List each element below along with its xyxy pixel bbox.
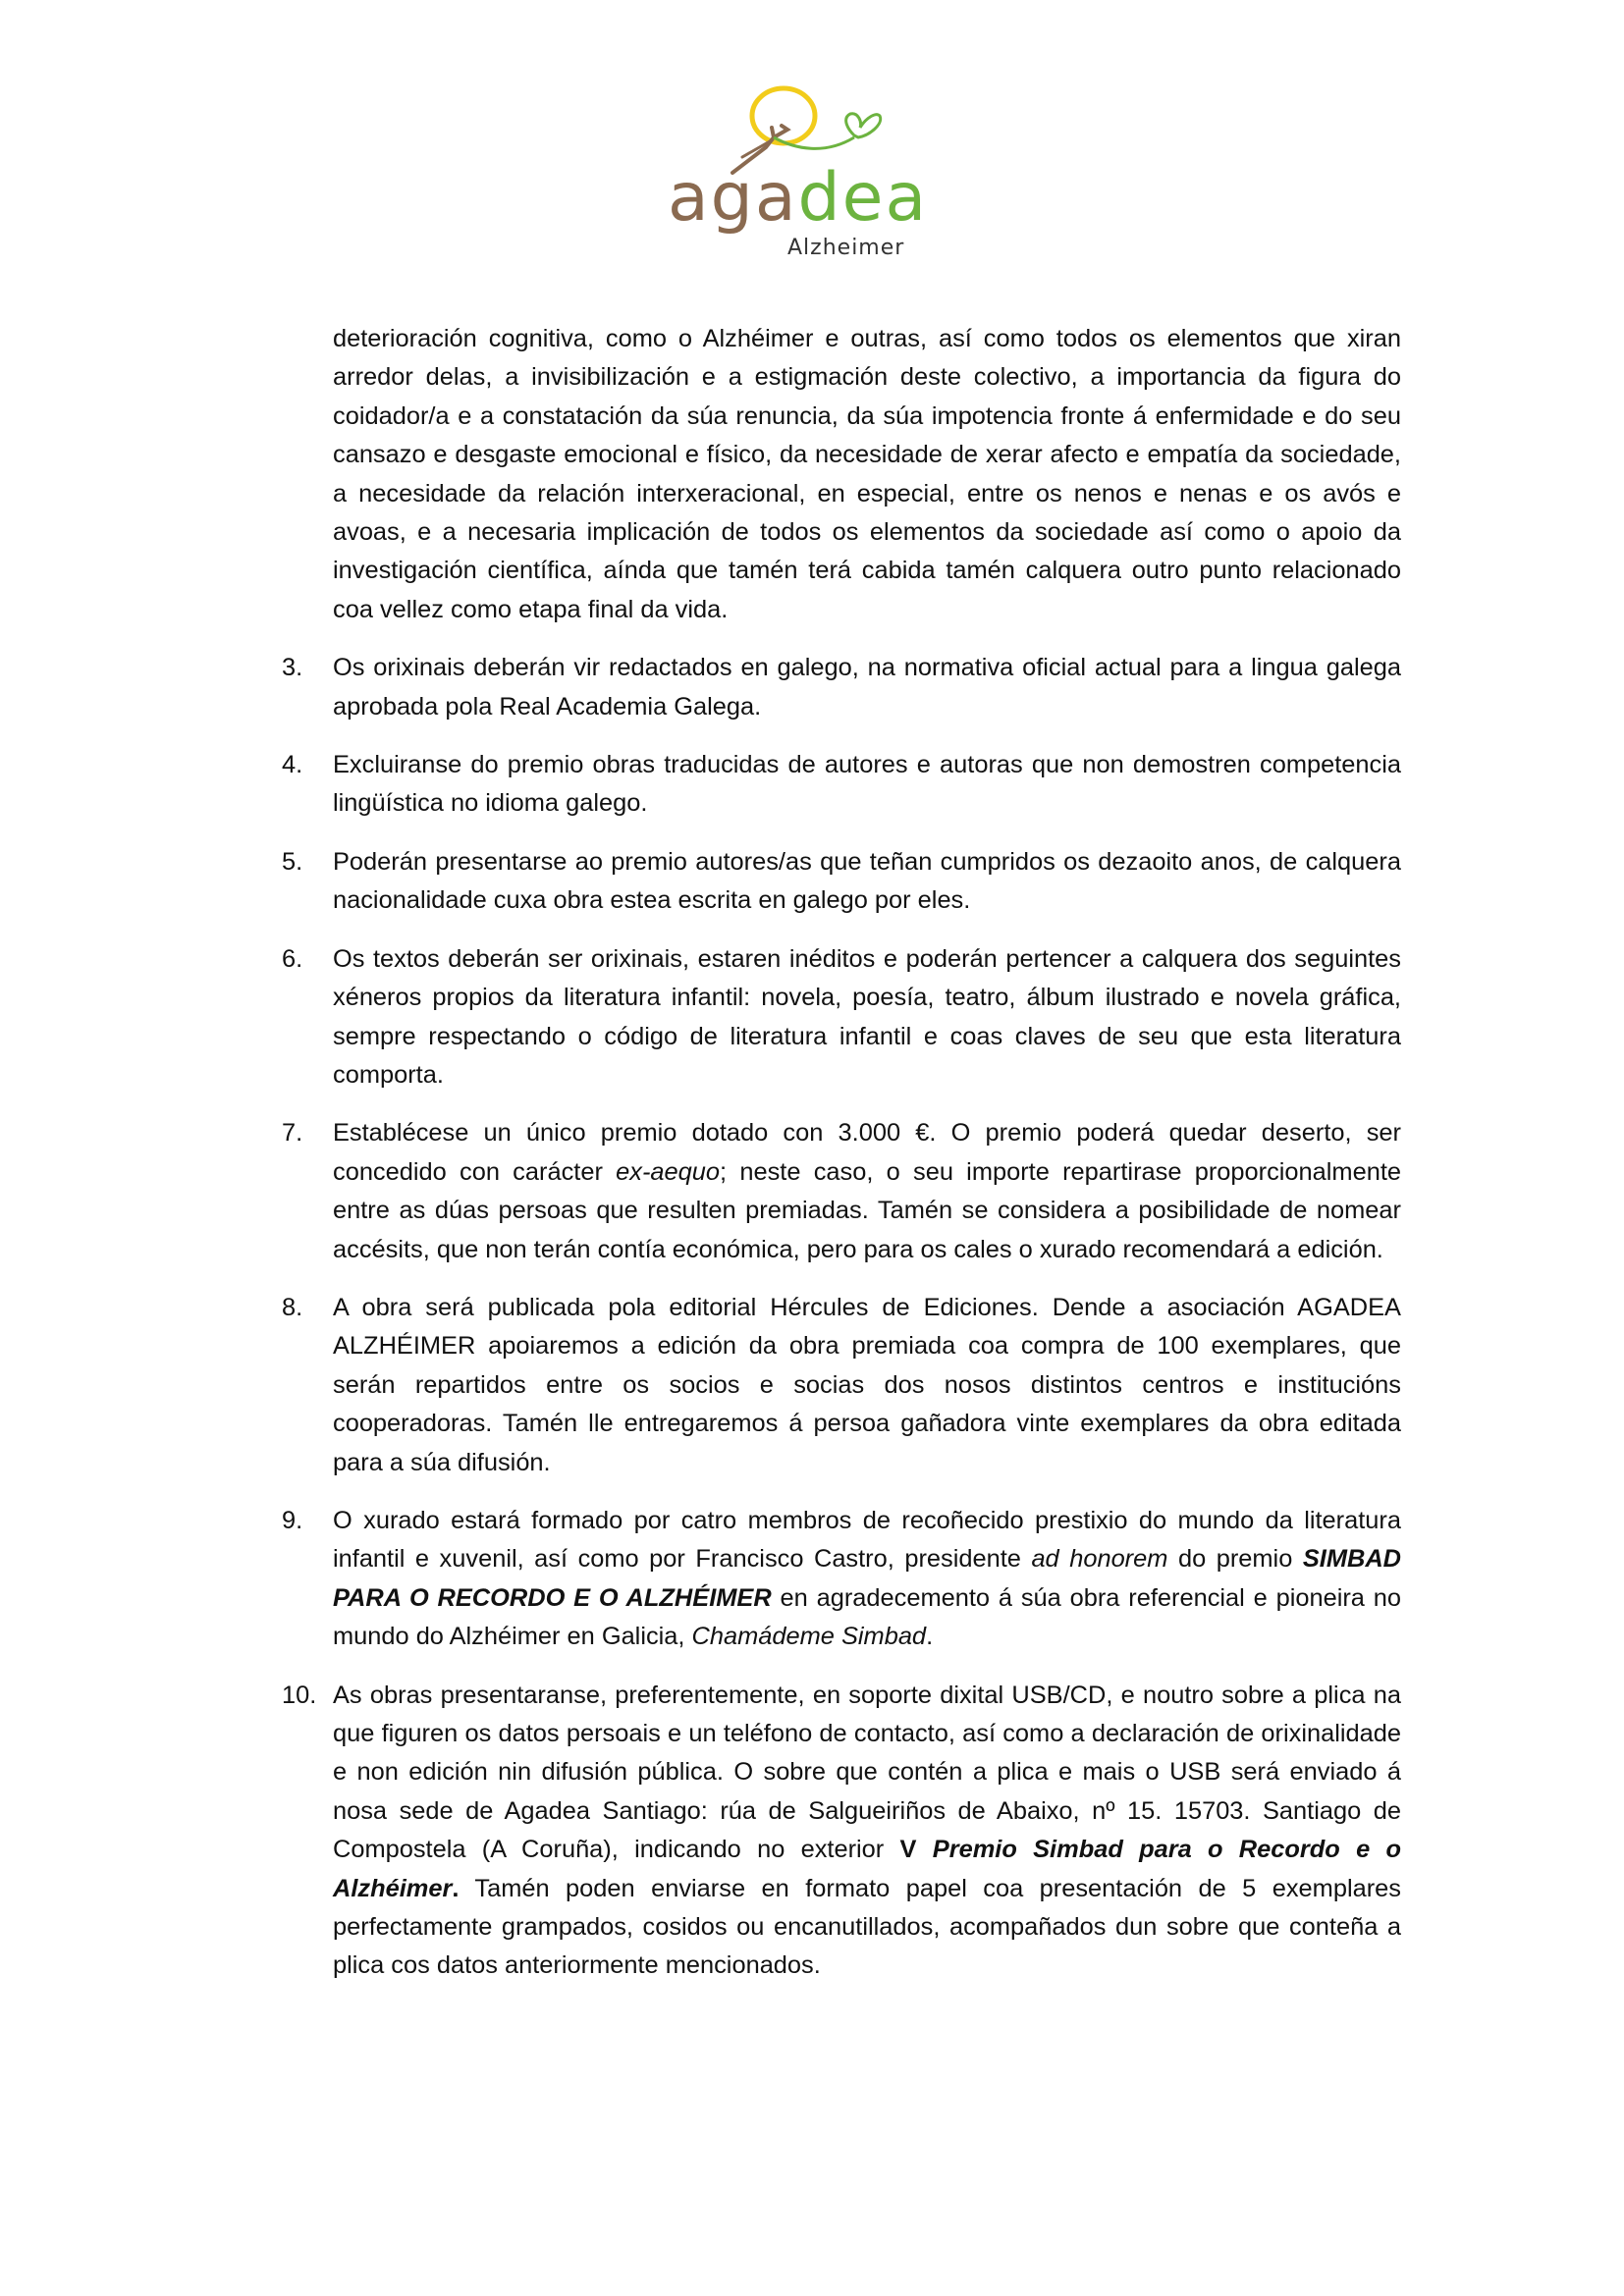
item-number: 3. — [282, 654, 303, 682]
italic-term: ad honorem — [1031, 1545, 1168, 1574]
list-item — [282, 1677, 1401, 1986]
item-number: 5. — [282, 847, 303, 876]
list-item — [282, 1289, 1401, 1482]
book-title: Chamádeme Simbad — [691, 1623, 927, 1651]
item-text — [333, 1677, 1401, 1986]
item-text: Os textos deberán ser orixinais, estaren inéditos e poderán pertencer a calquera dos seguintes xéneros propios da literatura infantil: novela, poesía, teatro, álbum ilustrado e novela gráfica, sempre respectando o código de literatura infantil e coas claves de seu que esta literatura comporta. — [333, 944, 1401, 1089]
list-item — [282, 843, 1401, 921]
item-number: 10. — [282, 1681, 317, 1709]
list-item — [282, 1114, 1401, 1269]
agadea-logo — [658, 79, 943, 260]
item-text: Os orixinais deberán vir redactados en galego, na normativa oficial actual para a lingua galega aprobada pola Real Academia Galega. — [333, 654, 1401, 721]
item-number: 9. — [282, 1506, 303, 1534]
bold-run: . — [452, 1874, 460, 1902]
bold-run: V — [899, 1836, 933, 1864]
item-text: Poderán presentarse ao premio autores/as que teñan cumpridos os dezaoito anos, de calquera nacionalidade cuxa obra estea escrita en galego por eles. — [333, 847, 1401, 915]
text-run: Tamén poden enviarse en formato papel coa presentación de 5 exemplares perfectamente grampados, cosidos ou encanutillados, acompañados dun sobre que conteña a plica cos datos anteriormente mencionados. — [333, 1874, 1401, 1980]
list-item — [282, 746, 1401, 824]
logo-word-aga: aga — [668, 159, 798, 237]
item-number: 8. — [282, 1293, 303, 1321]
list-item — [282, 940, 1401, 1095]
prize-name: SIMBAD PARA O RECORDO E O ALZHÉIMER — [333, 1545, 1401, 1612]
text-run: . — [926, 1623, 934, 1651]
item-text — [333, 1114, 1401, 1269]
text-run: ; neste caso, o seu importe repartirase proporcionalmente entre as dúas persoas que resulten premiadas. Tamén se considera a posibilidade de nomear accésits, que non terán contía económica, pero para os cales o xurado recomendará a edición. — [333, 1157, 1402, 1263]
item-text — [333, 1502, 1401, 1657]
list-item — [282, 649, 1401, 726]
logo-subtitle: Alzheimer — [787, 236, 905, 260]
document-body — [282, 320, 1401, 1986]
item-number: 4. — [282, 751, 303, 779]
item-text: Excluiranse do premio obras traducidas de autores e autoras que non demostren competencia lingüística no idioma galego. — [333, 751, 1401, 818]
text-run: O xurado estará formado por catro membros de recoñecido prestixio do mundo da literatura infantil e xuvenil, así como por Francisco Castro, presidente — [333, 1506, 1401, 1574]
text-run: do premio — [1167, 1545, 1303, 1574]
continuation-paragraph: deterioración cognitiva, como o Alzhéimer e outras, así como todos os elementos que xiran arredor delas, a invisibilización e a estigmación deste colectivo, a importancia da figura do coidador/a e a constatación da súa renuncia, da súa impotencia fronte á enfermidade e do seu cansazo e desgaste emocional e físico, da necesidade de xerar afecto e empatía da sociedade, a necesidade da relación interxeracional, en especial, entre os nenos e nenas e os avós e avoas, e a necesaria implicación de todos os elementos da sociedade así como o apoio da investigación científica, aínda que tamén terá cabida tamén calquera outro punto relacionado coa vellez como etapa final da vida. — [333, 325, 1401, 623]
text-run: Establécese un único premio dotado con 3.000 €. O premio poderá quedar deserto, ser concedido con carácter — [333, 1119, 1401, 1186]
text-run: As obras presentaranse, preferentemente, en soporte dixital USB/CD, e noutro sobre a plica na que figuren os datos persoais e un teléfono de contacto, así como a declaración de orixinalidade e non edición nin difusión pública. O sobre que contén a plica e mais o USB será enviado á nosa sede de Agadea Santiago: rúa de Salgueiriños de Abaixo, nº 15. 15703. Santiago de Compostela (A Coruña), indicando no exterior — [333, 1681, 1401, 1864]
list-item — [282, 1502, 1401, 1657]
logo-wordmark — [668, 159, 929, 237]
prize-name: Premio Simbad para o Recordo e o Alzhéimer — [333, 1836, 1401, 1902]
text-run: en agradecemento á súa obra referencial e pioneira no mundo do Alzhéimer en Galicia, — [333, 1583, 1401, 1651]
item-number: 6. — [282, 944, 303, 973]
italic-term: ex-aequo — [616, 1157, 721, 1186]
logo-word-dea: dea — [797, 159, 929, 237]
item-number: 7. — [282, 1119, 303, 1148]
item-text: A obra será publicada pola editorial Hércules de Ediciones. Dende a asociación AGADEA ALZHÉIMER apoiaremos a edición da obra premiada coa compra de 100 exemplares, que serán repartidos entre os socios e socias dos nosos distintos centros e institucións cooperadoras. Tamén lle entregaremos á persoa gañadora vinte exemplares da obra editada para a súa difusión. — [333, 1293, 1401, 1476]
